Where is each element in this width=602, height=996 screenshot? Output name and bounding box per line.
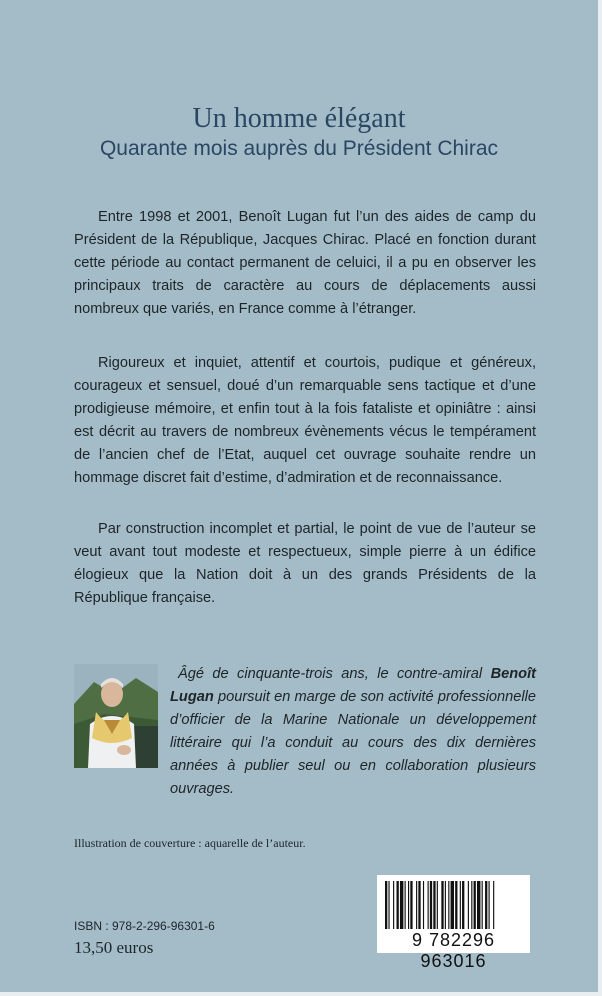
blurb-paragraph-2 — [74, 352, 536, 490]
author-bio — [170, 663, 536, 801]
price: 13,50 euros — [74, 938, 154, 957]
author-bio-intro: Âgé de cinquante-trois ans, le contre-amiral — [178, 666, 491, 682]
author-photo-image — [74, 664, 158, 768]
blurb-paragraph-3-text: Par construction incomplet et partial, le point de vue de l’auteur se veut avant tout modeste et respectueux, simple pierre à un édifice élogieux que la Nation doit à un des grands Présidents de la République française. — [74, 521, 536, 606]
barcode — [377, 875, 530, 971]
book-subtitle: Quarante mois auprès du Président Chirac — [99, 137, 499, 160]
author-photo — [74, 664, 158, 768]
cover-illustration-credit: Illustration de couverture : aquarelle de l’auteur. — [74, 836, 306, 850]
author-name: Benoît Lugan — [170, 666, 536, 705]
author-bio-rest: poursuit en marge de son activité professionnelle d’officier de la Marine Nationale un développement littéraire qui l’a conduit au cours des dix dernières années à publier seul ou en collaboration plusieurs ouvrages. — [170, 689, 536, 797]
blurb-paragraph-1 — [74, 206, 536, 321]
blurb-paragraph-1-text: Entre 1998 et 2001, Benoît Lugan fut l’un des aides de camp du Président de la République, Jacques Chirac. Placé en fonction durant cette période au contact permanent de celuici, il a pu en observer les principaux traits de caractère au cours de déplacements aussi nombreux que variés, en France comme à l’étranger. — [74, 209, 536, 317]
blurb-paragraph-2-text: Rigoureux et inquiet, attentif et courtois, pudique et généreux, courageux et sensuel, doué d’un remarquable sens tactique et d’une prodigieuse mémoire, et enfin tout à la fois fataliste et opiniâtre : ainsi est décrit au travers de nombreux évènements vécus le tempérament de l’ancien chef de l’Etat, auquel cet ouvrage souhaite rendre un hommage discret fait d’estime, d’admiration et de reconnaissance. — [74, 355, 536, 486]
blurb-paragraph-3 — [74, 518, 536, 610]
book-title: Un homme élégant — [192, 103, 406, 134]
barcode-digits: 9 782296 963016 — [411, 930, 496, 971]
isbn: ISBN : 978-2-296-96301-6 — [74, 919, 215, 933]
barcode-bars — [383, 881, 524, 931]
